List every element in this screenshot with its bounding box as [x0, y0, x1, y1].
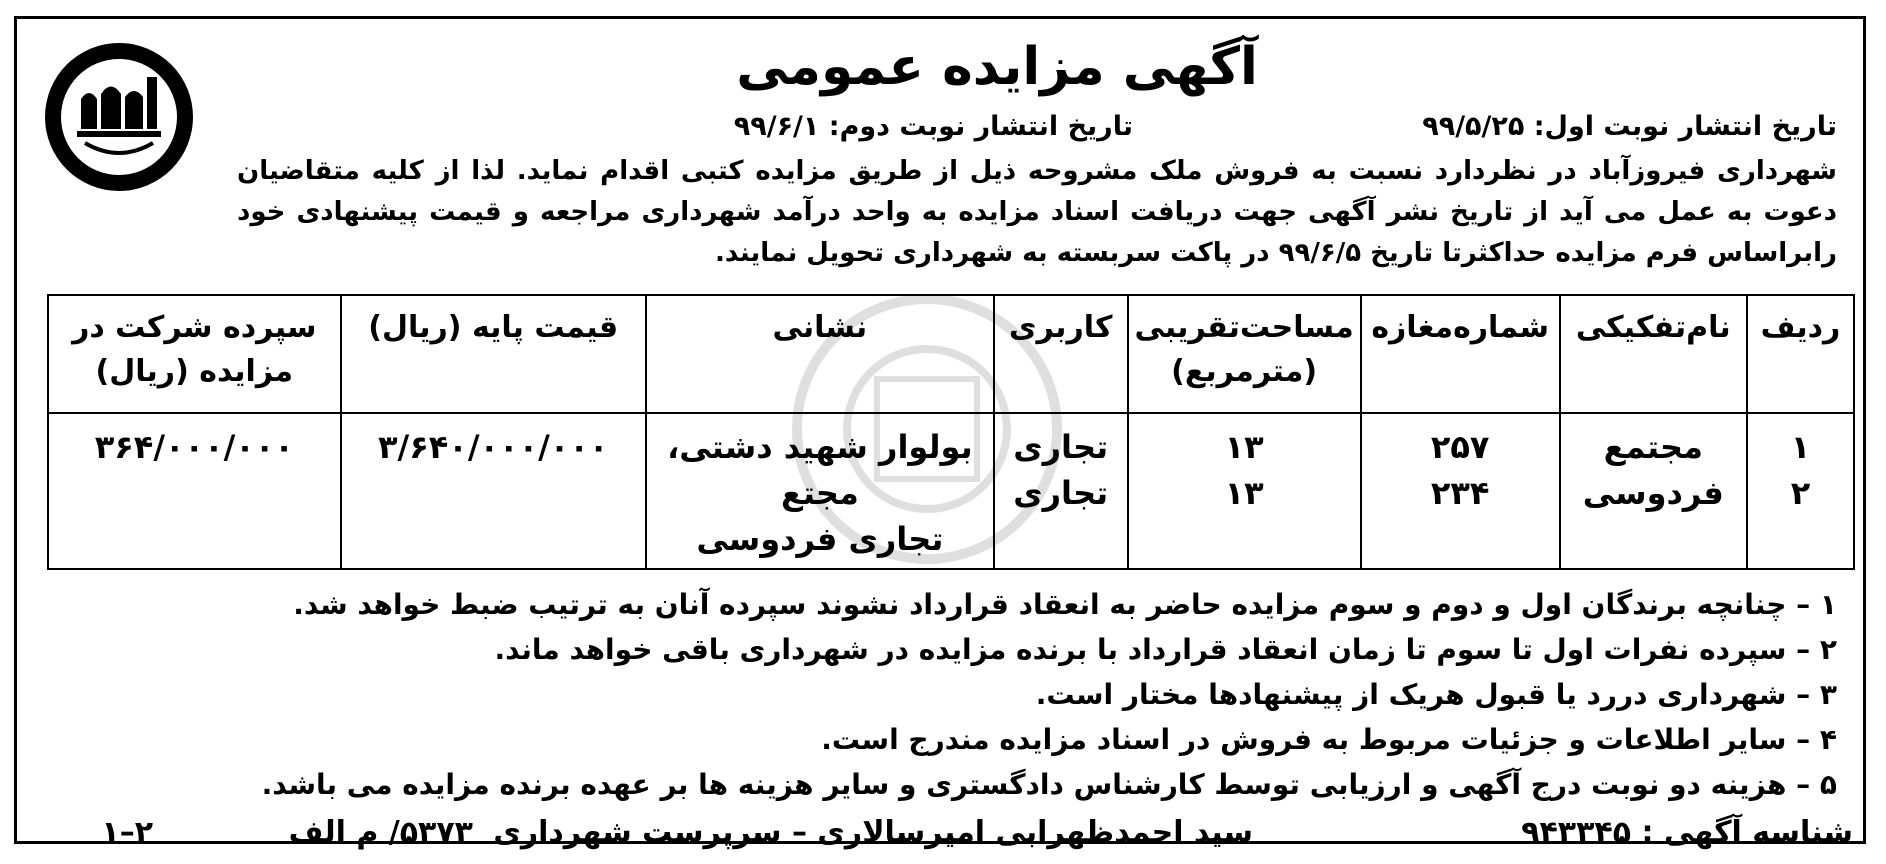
radif-2: ۲ [1790, 474, 1811, 512]
signatory: سید احمدظهرابی امیرسالاری – سرپرست شهرداری [493, 815, 1253, 850]
shop-number-1: ۲۵۷ [1430, 428, 1490, 466]
notice-frame [14, 16, 1866, 850]
header-name: نام‌تفکیکی [1560, 295, 1747, 413]
cell-address [646, 413, 994, 569]
base-price-value: ۳/۶۴۰/۰۰۰/۰۰۰ [378, 428, 609, 466]
cell-usage [994, 413, 1128, 569]
cell-base-price [341, 413, 646, 569]
usage-1: تجاری [1013, 428, 1109, 466]
ref-code: ۵۳۷۳/ م الف [288, 815, 473, 850]
radif-1: ۱ [1790, 428, 1811, 466]
cell-name [1560, 413, 1747, 569]
page-number: ۲–۱ [101, 815, 153, 850]
header-address: نشانی [646, 295, 994, 413]
publish-date-first: تاریخ انتشار نوبت اول: ۹۹/۵/۲۵ [1422, 111, 1837, 142]
intro-paragraph: شهرداری فیروزآباد در نظردارد نسبت به فروش ملک مشروحه ذیل از طریق مزایده کتبی اقدام نماید. لذا از کلیه متقاضیان دعوت به عمل می آید از تاریخ نشر آگهی جهت دریافت اسناد مزایده به واحد درآمد شهرداری مراجعه و قیمت پیشنهادی خود رابراساس فرم مزایده حداکثرتا تاریخ ۹۹/۶/۵ در پاکت سربسته به شهرداری تحویل نمایند. [237, 156, 1837, 268]
shop-number-2: ۲۳۴ [1430, 474, 1490, 512]
list-item: ۳ – شهرداری دررد یا قبول هریک از پیشنهادها مختار است. [1035, 678, 1837, 711]
header-area: مساحت‌تقریبی (مترمربع) [1128, 295, 1361, 413]
cell-radif [1747, 413, 1854, 569]
table-row [48, 413, 1854, 569]
publish-date-second: تاریخ انتشار نوبت دوم: ۹۹/۶/۱ [733, 111, 1133, 142]
header-radif: ردیف [1747, 295, 1854, 413]
address-line-2: تجاری فردوسی [696, 520, 944, 558]
notice-id: شناسه آگهی : ۹۴۳۳۴۵ [1521, 815, 1853, 850]
deposit-value: ۳۶۴/۰۰۰/۰۰۰ [94, 428, 294, 466]
usage-2: تجاری [1013, 474, 1109, 512]
list-item: ۱ – چنانچه برندگان اول و دوم و سوم مزایده حاضر به انعقاد قرارداد نشوند سپرده آنان به ترتیب ضبط خواهد شد. [293, 588, 1837, 621]
municipality-logo-icon [41, 39, 197, 195]
address-line-1: بولوار شهید دشتی، مجتع [667, 428, 973, 512]
cell-area [1128, 413, 1361, 569]
cell-shop-number [1361, 413, 1560, 569]
list-item: ۲ – سپرده نفرات اول تا سوم تا زمان انعقاد قرارداد با برنده مزایده در شهرداری باقی خواهد ماند. [494, 633, 1837, 666]
cell-deposit [48, 413, 341, 569]
area-1: ۱۳ [1224, 428, 1264, 466]
conditions-list [37, 582, 1837, 807]
name-line-2: فردوسی [1582, 474, 1724, 512]
header-deposit: سپرده شرکت در مزایده (ریال) [48, 295, 341, 413]
auction-table [47, 294, 1855, 570]
header-base-price: قیمت پایه (ریال) [341, 295, 646, 413]
notice-title: آگهی مزایده عمومی [736, 37, 1258, 97]
header-shop-number: شماره‌مغازه [1361, 295, 1560, 413]
table-header-row [48, 295, 1854, 413]
footer [47, 811, 1853, 855]
list-item: ۵ – هزینه دو نوبت درج آگهی و ارزیابی توسط کارشناس دادگستری و سایر هزینه ها بر عهده برنده مزایده می باشد. [261, 768, 1837, 801]
name-line-1: مجتمع [1603, 428, 1703, 466]
area-2: ۱۳ [1224, 474, 1264, 512]
list-item: ۴ – سایر اطلاعات و جزئیات مربوط به فروش در اسناد مزایده مندرج است. [821, 723, 1837, 756]
header-usage: کاربری [994, 295, 1128, 413]
